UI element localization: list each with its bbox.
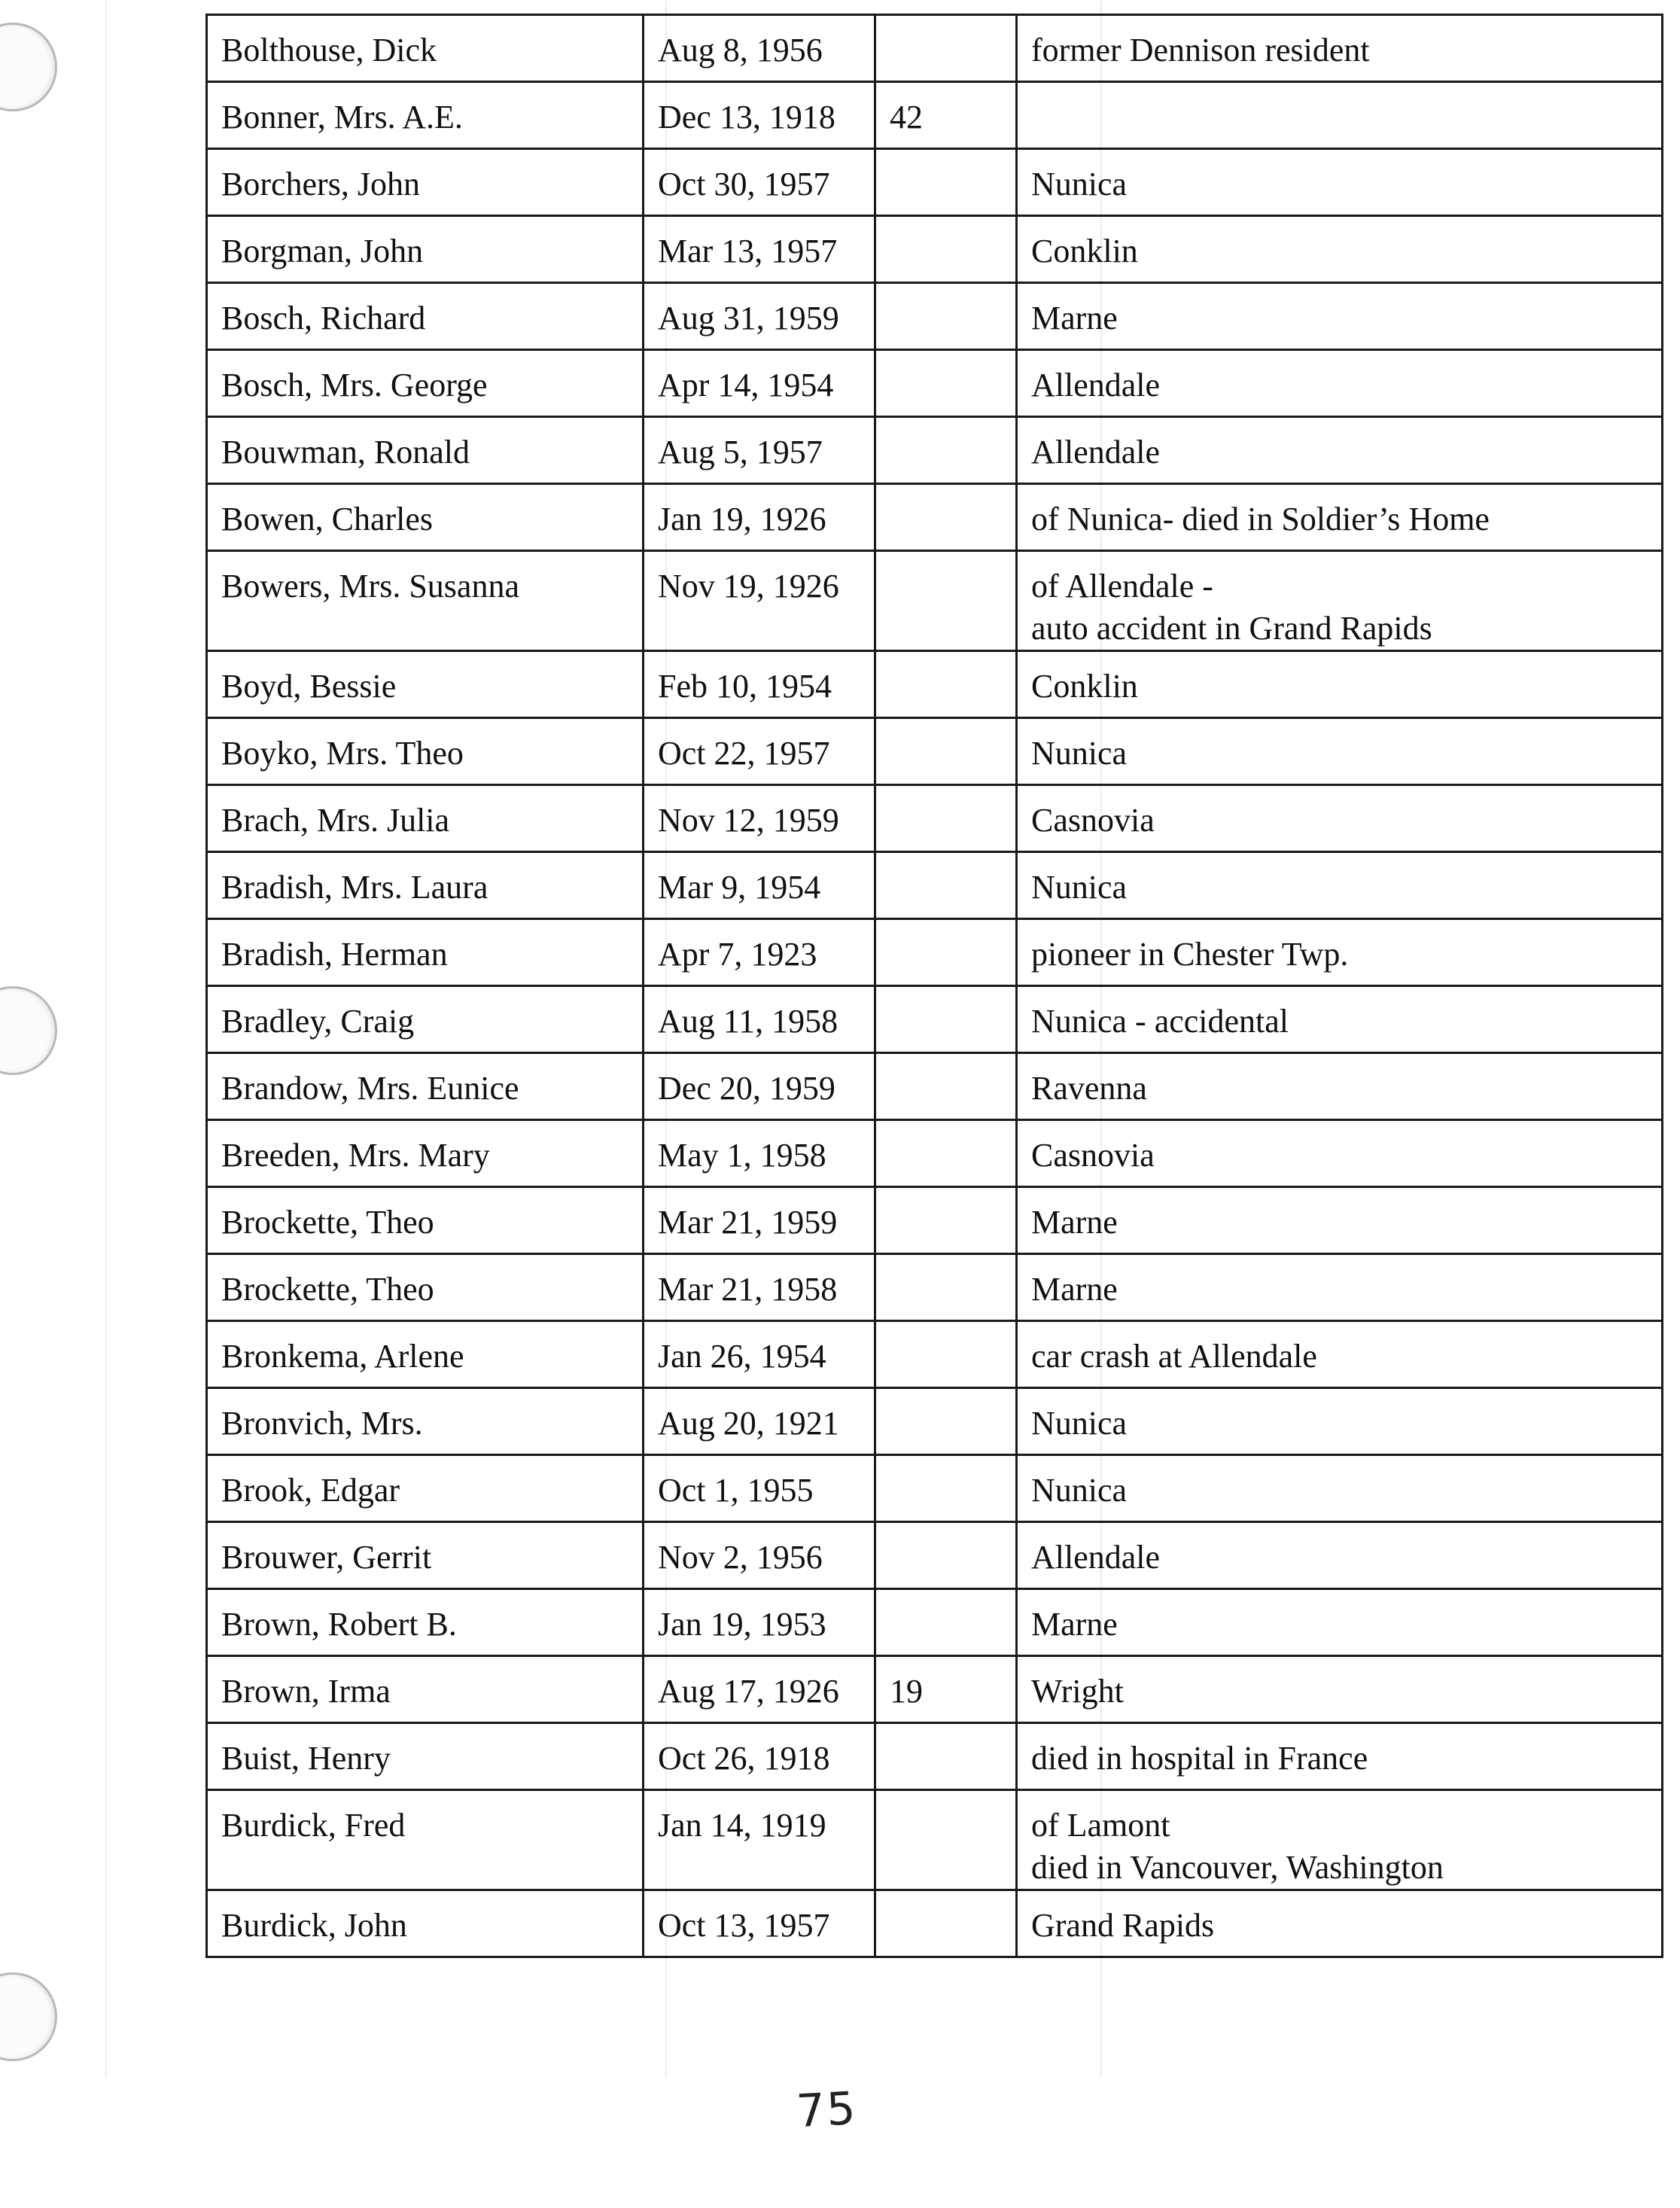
table-row	[207, 149, 1663, 216]
age-cell	[875, 1790, 1017, 1890]
date-cell: Apr 7, 1923	[644, 919, 875, 986]
date-cell: Oct 1, 1955	[644, 1455, 875, 1522]
date-cell: Dec 20, 1959	[644, 1053, 875, 1120]
age-cell	[875, 15, 1017, 82]
table-row	[207, 283, 1663, 350]
date-cell: Aug 20, 1921	[644, 1388, 875, 1455]
table-row	[207, 417, 1663, 484]
name-cell: Boyd, Bessie	[207, 651, 644, 718]
notes-line: Casnovia	[1031, 1137, 1155, 1174]
date-cell: Aug 8, 1956	[644, 15, 875, 82]
notes-line: of Nunica- died in Soldier’s Home	[1031, 501, 1490, 538]
age-cell	[875, 1187, 1017, 1254]
date-cell: Oct 22, 1957	[644, 718, 875, 785]
notes-line: Marne	[1031, 300, 1118, 337]
table-row	[207, 1053, 1663, 1120]
name-cell: Bowers, Mrs. Susanna	[207, 551, 644, 651]
notes-cell	[1017, 484, 1663, 551]
age-cell	[875, 919, 1017, 986]
notes-line: Nunica	[1031, 869, 1128, 906]
notes-line: Conklin	[1031, 233, 1138, 270]
notes-line: died in Vancouver, Washington	[1031, 1849, 1444, 1886]
notes-line: Nunica	[1031, 735, 1128, 772]
name-cell: Brown, Irma	[207, 1656, 644, 1723]
table-row	[207, 919, 1663, 986]
name-cell: Boyko, Mrs. Theo	[207, 718, 644, 785]
notes-line: Conklin	[1031, 668, 1138, 705]
name-cell: Brach, Mrs. Julia	[207, 785, 644, 852]
table-row	[207, 785, 1663, 852]
name-cell: Brockette, Theo	[207, 1254, 644, 1321]
notes-line: died in hospital in France	[1031, 1740, 1368, 1777]
notes-cell	[1017, 1321, 1663, 1388]
date-cell: Jan 26, 1954	[644, 1321, 875, 1388]
notes-line: former Dennison resident	[1031, 32, 1370, 69]
age-cell	[875, 1254, 1017, 1321]
age-cell	[875, 718, 1017, 785]
name-cell: Brown, Robert B.	[207, 1589, 644, 1656]
notes-line: Marne	[1031, 1271, 1118, 1308]
notes-cell	[1017, 15, 1663, 82]
date-cell: Aug 17, 1926	[644, 1656, 875, 1723]
table-row	[207, 1455, 1663, 1522]
obituary-rows	[207, 15, 1663, 1957]
date-cell: Nov 2, 1956	[644, 1522, 875, 1589]
table-row	[207, 551, 1663, 651]
notes-cell	[1017, 1790, 1663, 1890]
date-cell: Dec 13, 1918	[644, 82, 875, 149]
age-cell	[875, 417, 1017, 484]
punch-hole-top	[0, 23, 57, 111]
name-cell: Burdick, Fred	[207, 1790, 644, 1890]
table-row	[207, 718, 1663, 785]
table-row	[207, 82, 1663, 149]
name-cell: Bolthouse, Dick	[207, 15, 644, 82]
notes-line: of Lamont	[1031, 1807, 1170, 1844]
notes-cell	[1017, 1455, 1663, 1522]
notes-cell	[1017, 82, 1663, 149]
notes-line: pioneer in Chester Twp.	[1031, 936, 1349, 973]
name-cell: Bronkema, Arlene	[207, 1321, 644, 1388]
age-cell: 42	[875, 82, 1017, 149]
date-cell: Feb 10, 1954	[644, 651, 875, 718]
date-cell: Mar 21, 1958	[644, 1254, 875, 1321]
notes-cell	[1017, 1890, 1663, 1957]
name-cell: Bradish, Herman	[207, 919, 644, 986]
table-row	[207, 986, 1663, 1053]
notes-cell	[1017, 283, 1663, 350]
notes-line: Grand Rapids	[1031, 1907, 1215, 1944]
punch-hole-middle	[0, 986, 57, 1075]
age-cell: 19	[875, 1656, 1017, 1723]
table-row	[207, 651, 1663, 718]
age-cell	[875, 1120, 1017, 1187]
name-cell: Brandow, Mrs. Eunice	[207, 1053, 644, 1120]
notes-line: Allendale	[1031, 1539, 1161, 1576]
notes-cell	[1017, 1053, 1663, 1120]
notes-cell	[1017, 1388, 1663, 1455]
age-cell	[875, 1388, 1017, 1455]
notes-cell	[1017, 785, 1663, 852]
notes-line: Marne	[1031, 1606, 1118, 1643]
notes-cell	[1017, 1656, 1663, 1723]
name-cell: Bosch, Richard	[207, 283, 644, 350]
date-cell: Apr 14, 1954	[644, 350, 875, 417]
table-row	[207, 1890, 1663, 1957]
table-row	[207, 216, 1663, 283]
name-cell: Bowen, Charles	[207, 484, 644, 551]
table-row	[207, 1589, 1663, 1656]
notes-cell	[1017, 350, 1663, 417]
name-cell: Buist, Henry	[207, 1723, 644, 1790]
age-cell	[875, 484, 1017, 551]
name-cell: Bosch, Mrs. George	[207, 350, 644, 417]
name-cell: Borchers, John	[207, 149, 644, 216]
date-cell: Mar 21, 1959	[644, 1187, 875, 1254]
notes-line: Marne	[1031, 1204, 1118, 1241]
notes-line: auto accident in Grand Rapids	[1031, 610, 1432, 647]
date-cell: Jan 19, 1926	[644, 484, 875, 551]
table-row	[207, 1723, 1663, 1790]
age-cell	[875, 216, 1017, 283]
date-cell: Nov 12, 1959	[644, 785, 875, 852]
table-row	[207, 1120, 1663, 1187]
page-number: 75	[795, 2082, 859, 2139]
date-cell: Oct 13, 1957	[644, 1890, 875, 1957]
age-cell	[875, 350, 1017, 417]
notes-line: Nunica	[1031, 166, 1128, 203]
notes-cell	[1017, 919, 1663, 986]
name-cell: Breeden, Mrs. Mary	[207, 1120, 644, 1187]
table-row	[207, 1656, 1663, 1723]
notes-cell	[1017, 986, 1663, 1053]
age-cell	[875, 1455, 1017, 1522]
name-cell: Borgman, John	[207, 216, 644, 283]
age-cell	[875, 1321, 1017, 1388]
notes-cell	[1017, 718, 1663, 785]
name-cell: Bronvich, Mrs.	[207, 1388, 644, 1455]
notes-line: of Allendale -	[1031, 568, 1213, 605]
age-cell	[875, 986, 1017, 1053]
name-cell: Bradley, Craig	[207, 986, 644, 1053]
notes-line: Casnovia	[1031, 802, 1155, 839]
date-cell: May 1, 1958	[644, 1120, 875, 1187]
date-cell: Jan 14, 1919	[644, 1790, 875, 1890]
notes-cell	[1017, 852, 1663, 919]
age-cell	[875, 785, 1017, 852]
notes-line: Nunica	[1031, 1472, 1128, 1509]
table-row	[207, 1522, 1663, 1589]
date-cell: Oct 30, 1957	[644, 149, 875, 216]
notes-line: Allendale	[1031, 367, 1161, 404]
table-row	[207, 1321, 1663, 1388]
notes-cell	[1017, 651, 1663, 718]
notes-cell	[1017, 1120, 1663, 1187]
age-cell	[875, 651, 1017, 718]
table-row	[207, 1790, 1663, 1890]
notes-line: Wright	[1031, 1673, 1124, 1710]
table-row	[207, 484, 1663, 551]
date-cell: Aug 11, 1958	[644, 986, 875, 1053]
date-cell: Mar 9, 1954	[644, 852, 875, 919]
notes-line: Ravenna	[1031, 1070, 1147, 1107]
notes-cell	[1017, 1589, 1663, 1656]
notes-cell	[1017, 1723, 1663, 1790]
name-cell: Burdick, John	[207, 1890, 644, 1957]
age-cell	[875, 551, 1017, 651]
table-row	[207, 1254, 1663, 1321]
notes-line: Allendale	[1031, 434, 1161, 471]
notes-line: Nunica - accidental	[1031, 1003, 1289, 1040]
name-cell: Brook, Edgar	[207, 1455, 644, 1522]
name-cell: Brockette, Theo	[207, 1187, 644, 1254]
table-row	[207, 350, 1663, 417]
punch-hole-bottom	[0, 1972, 57, 2061]
age-cell	[875, 1890, 1017, 1957]
notes-cell	[1017, 551, 1663, 651]
notes-cell	[1017, 149, 1663, 216]
date-cell: Aug 5, 1957	[644, 417, 875, 484]
date-cell: Nov 19, 1926	[644, 551, 875, 651]
age-cell	[875, 1522, 1017, 1589]
name-cell: Bradish, Mrs. Laura	[207, 852, 644, 919]
date-cell: Aug 31, 1959	[644, 283, 875, 350]
name-cell: Bouwman, Ronald	[207, 417, 644, 484]
name-cell: Bonner, Mrs. A.E.	[207, 82, 644, 149]
notes-line: Nunica	[1031, 1405, 1128, 1442]
notes-cell	[1017, 1522, 1663, 1589]
age-cell	[875, 1589, 1017, 1656]
table-row	[207, 852, 1663, 919]
obituary-index-table	[205, 14, 1663, 1958]
notes-line: car crash at Allendale	[1031, 1338, 1317, 1375]
bleed-through-rule	[105, 0, 107, 2078]
date-cell: Oct 26, 1918	[644, 1723, 875, 1790]
name-cell: Brouwer, Gerrit	[207, 1522, 644, 1589]
notes-cell	[1017, 216, 1663, 283]
date-cell: Mar 13, 1957	[644, 216, 875, 283]
notes-cell	[1017, 1187, 1663, 1254]
age-cell	[875, 283, 1017, 350]
table-row	[207, 1187, 1663, 1254]
age-cell	[875, 1053, 1017, 1120]
age-cell	[875, 149, 1017, 216]
date-cell: Jan 19, 1953	[644, 1589, 875, 1656]
age-cell	[875, 852, 1017, 919]
notes-cell	[1017, 1254, 1663, 1321]
table-row	[207, 15, 1663, 82]
table-row	[207, 1388, 1663, 1455]
notes-cell	[1017, 417, 1663, 484]
age-cell	[875, 1723, 1017, 1790]
